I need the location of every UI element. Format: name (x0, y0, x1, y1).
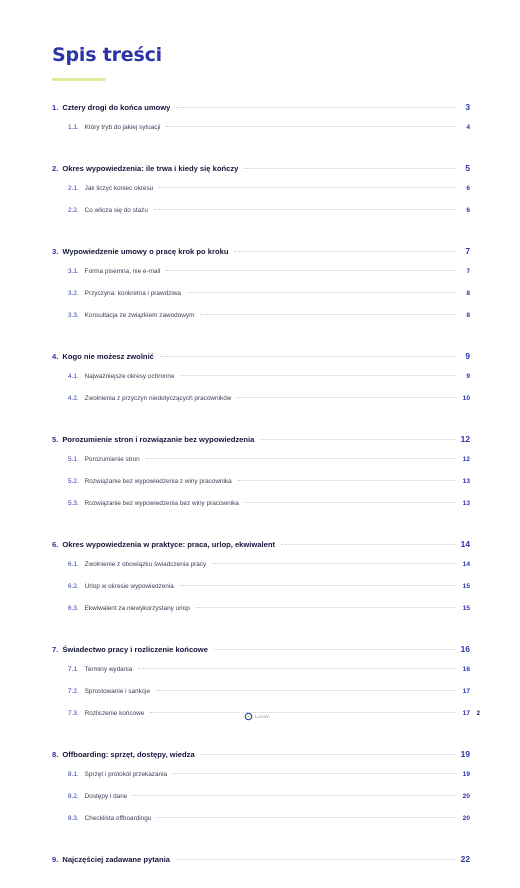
toc-entry[interactable] (52, 429, 470, 449)
toc-subentry-page: 15 (462, 605, 470, 612)
toc-entry-number: 1. (52, 103, 59, 112)
toc-subentry-number: 4.1. (68, 373, 79, 380)
toc-leader-dots (181, 375, 456, 376)
toc-subentry-number: 2.2. (68, 207, 79, 214)
toc-entry-page: 5 (465, 163, 470, 173)
toc-entry-number: 9. (52, 855, 59, 864)
toc-leader-dots (166, 126, 456, 127)
toc-subentry-number: 6.3. (68, 605, 79, 612)
toc-entry-page: 7 (465, 246, 470, 256)
toc-subentry[interactable] (52, 493, 470, 515)
toc-subentry-title: Checklista offboardingu (84, 815, 152, 822)
toc-subentry-title: Rozwiązanie bez wypowiedzenia z winy pracownika (84, 478, 232, 485)
toc-subentry[interactable] (52, 786, 470, 808)
toc-leader-dots (187, 292, 456, 293)
toc-subentry-number: 2.1. (68, 185, 79, 192)
toc-subentry-page: 8 (466, 312, 470, 319)
toc-entry[interactable] (52, 241, 470, 261)
toc-entry-number: 3. (52, 247, 59, 256)
toc-subentry-title: Co wlicza się do stażu (84, 207, 148, 214)
toc-subentry[interactable] (52, 178, 470, 200)
toc-subentry[interactable] (52, 808, 470, 830)
toc-subentry-title: Rozwiązanie bez wypowiedzenia bez winy pracownika (84, 500, 239, 507)
toc-leader-dots (156, 690, 456, 691)
toc-subentry[interactable] (52, 681, 470, 703)
toc-subentry[interactable] (52, 305, 470, 327)
toc-leader-dots (238, 480, 456, 481)
toc-leader-dots (180, 585, 456, 586)
brand-logo-icon (244, 712, 253, 721)
toc-leader-dots (245, 502, 456, 503)
toc-section (52, 158, 470, 222)
toc-subentry[interactable] (52, 554, 470, 576)
toc-leader-dots (237, 397, 456, 398)
toc-entry-title: Okres wypowiedzenia w praktyce: praca, urlop, ekwiwalent (62, 540, 276, 549)
toc-subentry-title: Ekwiwalent za niewykorzystany urlop (84, 605, 190, 612)
title-underline (52, 78, 106, 81)
toc-entry-page: 14 (460, 539, 470, 549)
toc-subentry-number: 6.1. (68, 561, 79, 568)
toc-entry-page: 3 (465, 102, 470, 112)
toc-subentry-number: 3.3. (68, 312, 79, 319)
toc-entry-page: 19 (460, 749, 470, 759)
toc-subentry[interactable] (52, 366, 470, 388)
toc-entry-title: Najczęściej zadawane pytania (62, 855, 170, 864)
toc-entry-number: 2. (52, 164, 59, 173)
toc-section (52, 346, 470, 410)
toc-leader-dots (138, 668, 456, 669)
toc-leader-dots (196, 607, 456, 608)
toc-leader-dots (281, 544, 455, 545)
toc-subentry-number: 3.1. (68, 268, 79, 275)
toc-subentry-title: Przyczyna: konkretna i prawdziwa (84, 290, 181, 297)
toc-leader-dots (234, 251, 456, 252)
toc-subentry-number: 8.2. (68, 793, 79, 800)
toc-subentry-title: Sprzęt i protokół przekazania (84, 771, 168, 778)
toc-section (52, 97, 470, 139)
toc-entry-title: Wypowiedzenie umowy o pracę krok po kroku (62, 247, 229, 256)
toc-entry-title: Porozumienie stron i rozwiązanie bez wypowiedzenia (62, 435, 255, 444)
toc-leader-dots (166, 270, 456, 271)
toc-subentry-page: 6 (466, 207, 470, 214)
toc-subentry-title: Porozumienie stron (84, 456, 140, 463)
toc-subentry-page: 12 (462, 456, 470, 463)
toc-subentry-page: 16 (462, 666, 470, 673)
toc-subentry-title: Urlop w okresie wypowiedzenia (84, 583, 174, 590)
toc-entry-number: 6. (52, 540, 59, 549)
toc-subentry-number: 7.2. (68, 688, 79, 695)
toc-subentry-number: 3.2. (68, 290, 79, 297)
toc-leader-dots (150, 712, 456, 713)
toc-subentry-page: 14 (462, 561, 470, 568)
toc-subentry[interactable] (52, 117, 470, 139)
toc-subentry[interactable] (52, 388, 470, 410)
toc-entry-title: Cztery drogi do końca umowy (62, 103, 171, 112)
toc-subentry-number: 6.2. (68, 583, 79, 590)
toc-leader-dots (146, 458, 456, 459)
toc-subentry-title: Sprostowanie i sankcje (84, 688, 151, 695)
toc-subentry[interactable] (52, 659, 470, 681)
toc-subentry-page: 20 (462, 815, 470, 822)
toc-subentry-number: 1.1. (68, 124, 79, 131)
toc-section (52, 241, 470, 327)
toc-leader-dots (176, 107, 456, 108)
toc-leader-dots (133, 795, 456, 796)
toc-leader-dots (176, 859, 455, 860)
toc-subentry-number: 8.1. (68, 771, 79, 778)
toc-entry-page: 22 (460, 854, 470, 864)
toc-entry[interactable] (52, 744, 470, 764)
toc-section (52, 534, 470, 620)
toc-subentry-page: 7 (466, 268, 470, 275)
toc-leader-dots (173, 773, 456, 774)
toc-subentry-page: 9 (466, 373, 470, 380)
toc-subentry-number: 5.2. (68, 478, 79, 485)
toc-entry-page: 9 (465, 351, 470, 361)
toc-entry-title: Świadectwo pracy i rozliczenie końcowe (62, 645, 208, 654)
footer-page-number: 2 (476, 711, 480, 717)
toc-subentry-page: 13 (462, 500, 470, 507)
toc-leader-dots (160, 356, 456, 357)
toc-subentry[interactable] (52, 576, 470, 598)
toc-leader-dots (201, 754, 455, 755)
toc-subentry[interactable] (52, 261, 470, 283)
toc-subentry[interactable] (52, 598, 470, 620)
toc-entry-number: 4. (52, 352, 59, 361)
toc-entry-title: Kogo nie możesz zwolnić (62, 352, 154, 361)
toc-subentry[interactable] (52, 449, 470, 471)
toc-subentry-number: 7.3. (68, 710, 79, 717)
toc-subentry-page: 19 (462, 771, 470, 778)
toc-entry-page: 16 (460, 644, 470, 654)
toc-section (52, 429, 470, 515)
toc-subentry-page: 4 (466, 124, 470, 131)
toc-subentry-page: 17 (462, 688, 470, 695)
toc-entry-number: 8. (52, 750, 59, 759)
toc-entry-title: Okres wypowiedzenia: ile trwa i kiedy się kończy (62, 164, 239, 173)
toc-entry[interactable] (52, 849, 470, 869)
toc-subentry-title: Najważniejsze okresy ochronne (84, 373, 175, 380)
toc-subentry-title: Konsultacja ze związkiem zawodowym (84, 312, 195, 319)
toc-subentry-page: 17 (462, 710, 470, 717)
toc-leader-dots (212, 563, 456, 564)
toc-subentry-number: 5.3. (68, 500, 79, 507)
toc-entry-title: Offboarding: sprzęt, dostępy, wiedza (62, 750, 195, 759)
toc-subentry-number: 7.1. (68, 666, 79, 673)
page-title: Spis treści (52, 44, 162, 66)
toc-leader-dots (159, 187, 456, 188)
toc-subentry[interactable] (52, 471, 470, 493)
toc-subentry-page: 8 (466, 290, 470, 297)
toc-subentry-title: Forma pisemna, nie e-mail (84, 268, 161, 275)
toc-subentry-title: Jak liczyć koniec okresu (84, 185, 154, 192)
toc-subentry-title: Terminy wydania (84, 666, 133, 673)
toc-subentry-title: Który tryb do jakiej sytuacji (84, 124, 161, 131)
toc-entry[interactable] (52, 158, 470, 178)
toc-subentry-title: Rozliczenie końcowe (84, 710, 145, 717)
footer-logo (244, 712, 270, 721)
toc-entry[interactable] (52, 346, 470, 366)
toc-entry[interactable] (52, 97, 470, 117)
toc-leader-dots (244, 168, 456, 169)
toc-subentry-page: 13 (462, 478, 470, 485)
toc-subentry-page: 20 (462, 793, 470, 800)
toc-subentry-title: Zwolnienie z obowiązku świadczenia pracy (84, 561, 207, 568)
toc-subentry-page: 10 (462, 395, 470, 402)
toc-subentry-number: 8.3. (68, 815, 79, 822)
toc-entry[interactable] (52, 639, 470, 659)
toc-subentry-page: 15 (462, 583, 470, 590)
toc-subentry-title: Zwolnienia z przyczyn niedotyczących pracowników (84, 395, 232, 402)
toc-section (52, 744, 470, 830)
toc-subentry-title: Dostępy i dane (84, 793, 128, 800)
footer-brand: Lumian (255, 714, 270, 719)
toc-leader-dots (154, 209, 456, 210)
toc-entry[interactable] (52, 534, 470, 554)
toc-subentry-number: 4.2. (68, 395, 79, 402)
toc-subentry[interactable] (52, 764, 470, 786)
toc-subentry-page: 6 (466, 185, 470, 192)
toc-subentry[interactable] (52, 283, 470, 305)
toc-entry-number: 7. (52, 645, 59, 654)
toc-leader-dots (214, 649, 455, 650)
toc-subentry-number: 5.1. (68, 456, 79, 463)
toc-leader-dots (260, 439, 454, 440)
toc-leader-dots (157, 817, 456, 818)
toc-subentry[interactable] (52, 200, 470, 222)
toc-entry-number: 5. (52, 435, 59, 444)
table-of-contents (52, 97, 470, 888)
toc-entry-page: 12 (460, 434, 470, 444)
toc-section (52, 849, 470, 869)
toc-leader-dots (200, 314, 456, 315)
